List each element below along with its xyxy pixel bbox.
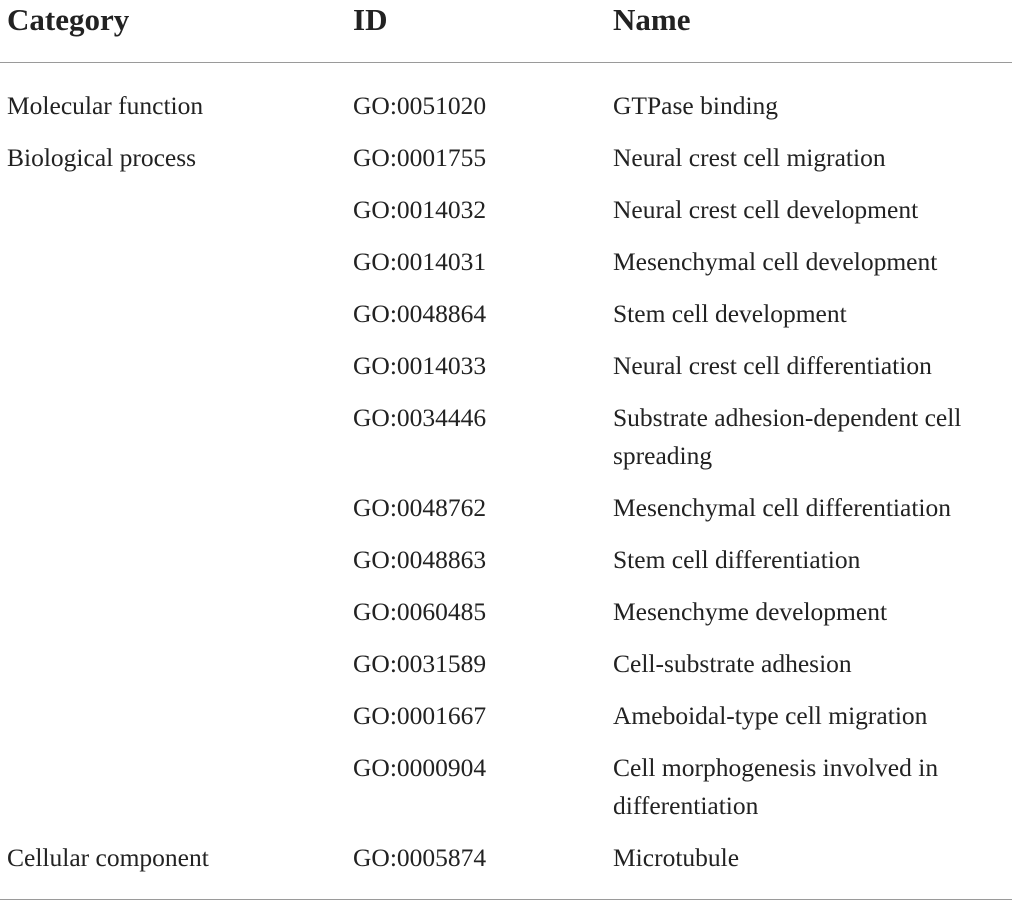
cell-id: GO:0014032 xyxy=(353,195,487,224)
cell-name: Neural crest cell differentiation xyxy=(613,351,932,380)
cell-name: Mesenchyme development xyxy=(613,597,888,626)
table-row xyxy=(0,839,1012,900)
cell-id: GO:0048864 xyxy=(353,299,487,328)
cell-category xyxy=(0,399,353,489)
header-row xyxy=(0,0,1012,63)
cell-name: Mesenchymal cell differentiation xyxy=(613,493,951,522)
cell-id: GO:0031589 xyxy=(353,649,487,678)
cell-name: Ameboidal-type cell migration xyxy=(613,701,928,730)
table-row xyxy=(0,243,1012,295)
cell-category xyxy=(0,697,353,749)
cell-id: GO:0014031 xyxy=(353,247,487,276)
table-row xyxy=(0,191,1012,243)
cell-id: GO:0048863 xyxy=(353,545,487,574)
cell-category xyxy=(0,243,353,295)
table-row xyxy=(0,541,1012,593)
cell-category xyxy=(0,191,353,243)
cell-id: GO:0051020 xyxy=(353,91,487,120)
cell-category: Biological process xyxy=(7,143,197,172)
cell-name: Mesenchymal cell development xyxy=(613,247,938,276)
cell-category xyxy=(0,749,353,839)
cell-name: Neural crest cell migration xyxy=(613,143,886,172)
cell-name: Microtubule xyxy=(613,839,1012,900)
table-row xyxy=(0,489,1012,541)
table-row xyxy=(0,139,1012,191)
cell-name: Cell-substrate adhesion xyxy=(613,649,852,678)
cell-category xyxy=(0,645,353,697)
table-row xyxy=(0,645,1012,697)
table-row xyxy=(0,593,1012,645)
cell-id: GO:0034446 xyxy=(353,403,487,432)
cell-name: Neural crest cell development xyxy=(613,195,919,224)
cell-name: Cell morphogenesis involved in differentiation xyxy=(613,753,939,820)
cell-id: GO:0001755 xyxy=(353,143,487,172)
table-row xyxy=(0,399,1012,489)
table-row xyxy=(0,63,1012,140)
cell-id: GO:0005874 xyxy=(353,839,613,900)
cell-id: GO:0060485 xyxy=(353,597,487,626)
cell-category xyxy=(0,541,353,593)
header-category: Category xyxy=(0,0,353,63)
cell-name: Stem cell development xyxy=(613,299,847,328)
cell-id: GO:0001667 xyxy=(353,701,487,730)
cell-category: Molecular function xyxy=(7,91,204,120)
cell-id: GO:0048762 xyxy=(353,493,487,522)
cell-category xyxy=(0,347,353,399)
table-row xyxy=(0,347,1012,399)
cell-name: Substrate adhesion-dependent cell spreading xyxy=(613,403,962,470)
cell-category xyxy=(0,593,353,645)
header-id: ID xyxy=(353,0,613,63)
table-body xyxy=(0,63,1012,900)
cell-name: Stem cell differentiation xyxy=(613,545,861,574)
table-row xyxy=(0,697,1012,749)
table-header xyxy=(0,0,1012,63)
header-name: Name xyxy=(613,0,1012,63)
cell-id: GO:0000904 xyxy=(353,753,487,782)
cell-category: Cellular component xyxy=(0,839,353,900)
table-row xyxy=(0,295,1012,347)
cell-name: GTPase binding xyxy=(613,91,779,120)
table-row xyxy=(0,749,1012,839)
cell-id: GO:0014033 xyxy=(353,351,487,380)
cell-category xyxy=(0,489,353,541)
cell-category xyxy=(0,295,353,347)
